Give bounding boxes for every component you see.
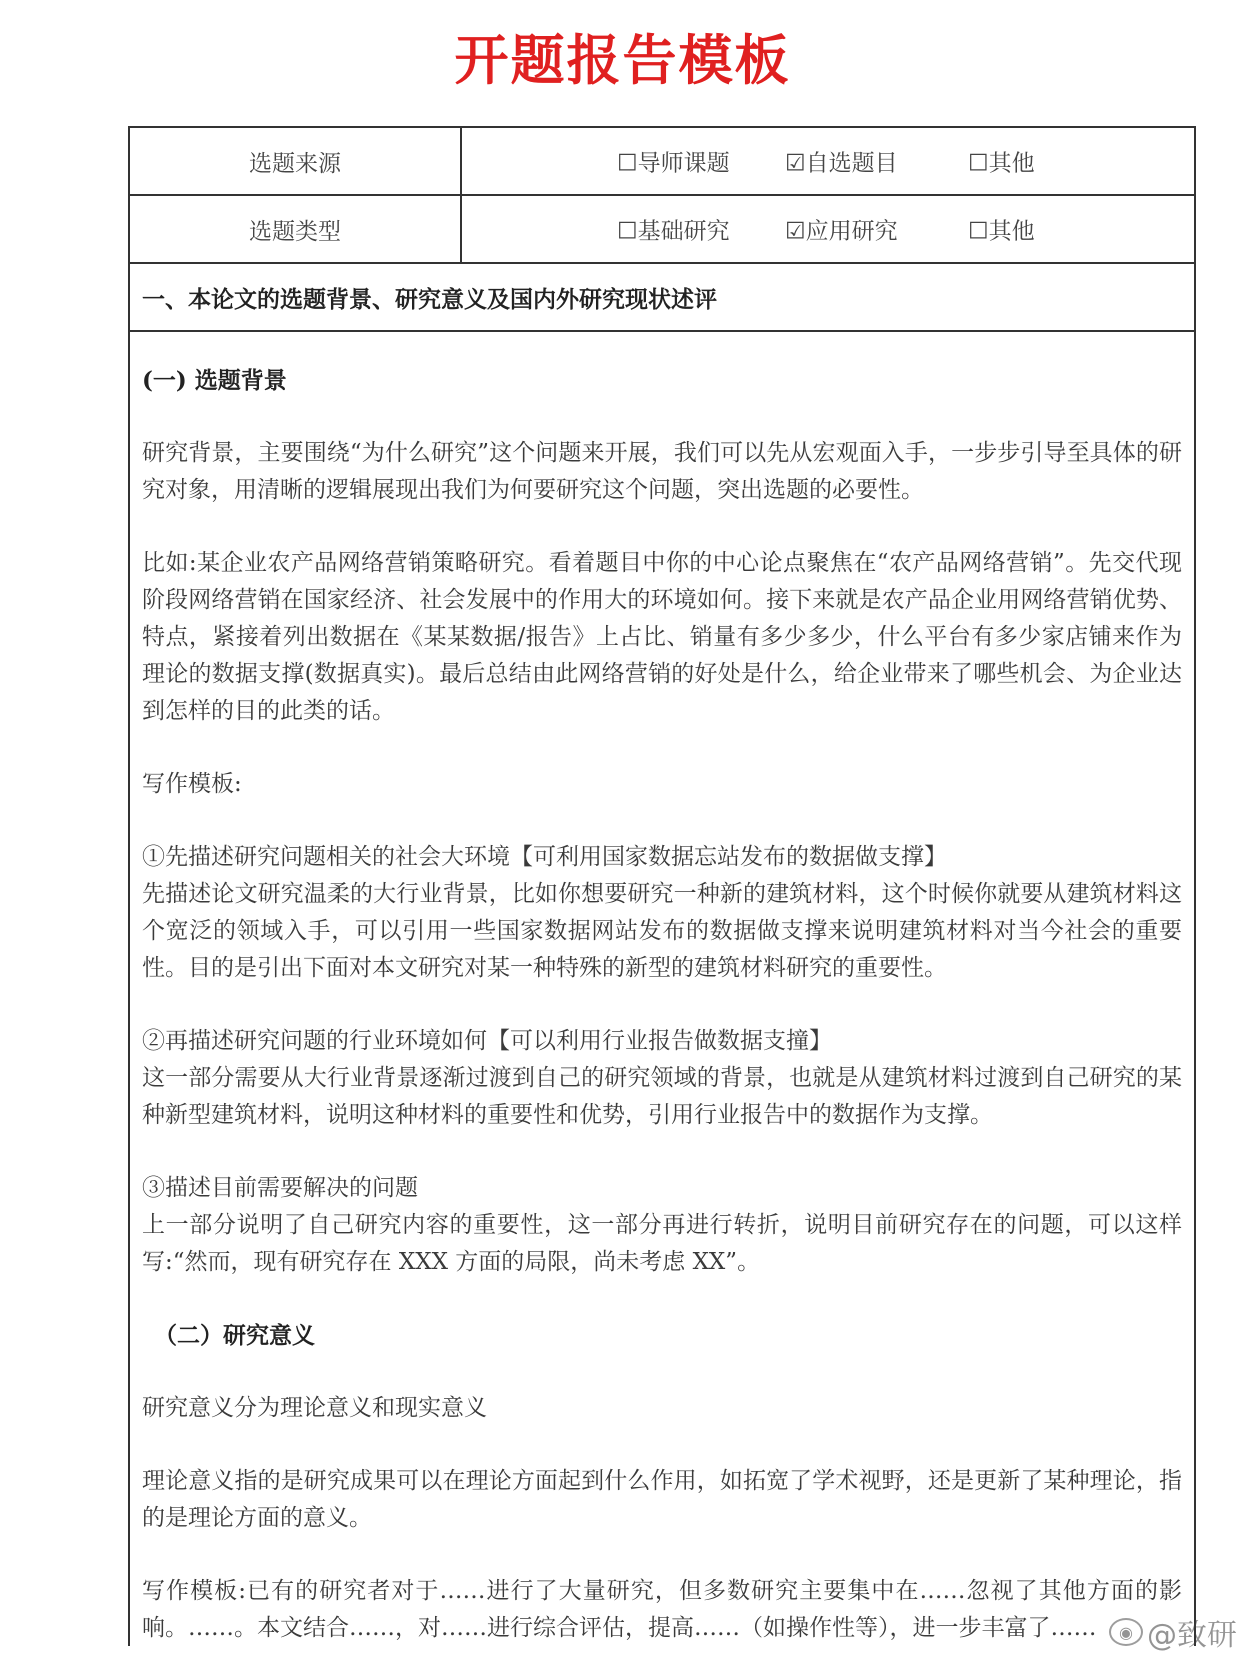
- checkbox-other-source[interactable]: ☐其他: [968, 150, 1035, 177]
- step-2-body: 这一部分需要从大行业背景逐渐过渡到自己的研究领域的背景，也就是从建筑材料过渡到自己研究的某种新型建筑材料，说明这种材料的重要性和优势，引用行业报告中的数据作为支撑。: [142, 1065, 1182, 1128]
- document-title: 开题报告模板: [454, 29, 791, 92]
- paragraph-example: 比如:某企业农产品网络营销策略研究。看着题目中你的中心论点聚焦在“农产品网络营销”。先交代现阶段网络营销在国家经济、社会发展中的作用大的环境如何。接下来就是农产品企业用网络营销优势、特点，紧接着列出数据在《某某数据/报告》上占比、销量有多少多少，什么平台有多少家店铺来作为理论的数据支撑(数据真实)。最后总结由此网络营销的好处是什么，给企业带来了哪些机会、为企业达到怎样的目的此类的话。: [142, 550, 1182, 724]
- options-source: [462, 128, 1194, 194]
- step-2-block: [142, 1023, 1182, 1134]
- step-3-block: [142, 1170, 1182, 1281]
- paragraph-template-label: 写作模板:: [142, 771, 242, 797]
- section-heading: 一、本论文的选题背景、研究意义及国内外研究现状述评: [130, 264, 1194, 332]
- weibo-icon: ◉: [1109, 1618, 1143, 1646]
- row-label-source: 选题来源: [130, 128, 462, 194]
- options-type: [462, 196, 1194, 262]
- table-row-source: [130, 128, 1194, 196]
- watermark-text: @致研: [1147, 1618, 1237, 1653]
- checkbox-basic-research[interactable]: ☐基础研究: [617, 218, 730, 245]
- checkbox-applied-research[interactable]: ☑应用研究: [785, 218, 898, 245]
- checkbox-other-type[interactable]: ☐其他: [968, 218, 1035, 245]
- table-row-type: [130, 196, 1194, 264]
- section-content: [130, 332, 1194, 1646]
- step-3-body: 上一部分说明了自己研究内容的重要性，这一部分再进行转折，说明目前研究存在的问题，可以这样写:“然而，现有研究存在 XXX 方面的局限，尚未考虑 XX”。: [142, 1212, 1182, 1275]
- step-3-title: ③描述目前需要解决的问题: [142, 1175, 418, 1201]
- subheading-background: (一) 选题背景: [142, 367, 287, 394]
- row-label-type: 选题类型: [130, 196, 462, 262]
- step-1-block: [142, 839, 1182, 987]
- paragraph-background-intro: 研究背景，主要围绕“为什么研究”这个问题来开展，我们可以先从宏观面入手，一步步引导至具体的研究对象，用清晰的逻辑展现出我们为何要研究这个问题，突出选题的必要性。: [142, 440, 1182, 503]
- watermark: [1109, 1610, 1237, 1654]
- checkbox-advisor-topic[interactable]: ☐导师课题: [617, 150, 730, 177]
- subheading-significance: （二）研究意义: [154, 1322, 315, 1349]
- step-1-body: 先描述论文研究温柔的大行业背景，比如你想要研究一种新的建筑材料，这个时候你就要从建筑材料这个宽泛的领域入手，可以引用一些国家数据网站发布的数据做支撑来说明建筑材料对当今社会的重要性。目的是引出下面对本文研究对某一种特殊的新型的建筑材料研究的重要性。: [142, 881, 1182, 981]
- checkbox-self-selected[interactable]: ☑自选题目: [785, 150, 898, 177]
- paragraph-writing-template: 写作模板:已有的研究者对于……进行了大量研究，但多数研究主要集中在……忽视了其他方面的影响。……。本文结合……，对……进行综合评估，提高……（如操作性等），进一步丰富了……: [142, 1578, 1182, 1641]
- paragraph-significance-types: 研究意义分为理论意义和现实意义: [142, 1395, 487, 1421]
- step-1-title: ①先描述研究问题相关的社会大环境【可利用国家数据忘站发布的数据做支撑】: [142, 844, 947, 870]
- report-table: [128, 126, 1196, 1646]
- step-2-title: ②再描述研究问题的行业环境如何【可以利用行业报告做数据支撞】: [142, 1028, 832, 1054]
- paragraph-theory-significance: 理论意义指的是研究成果可以在理论方面起到什么作用，如拓宽了学术视野，还是更新了某种理论，指的是理论方面的意义。: [142, 1468, 1182, 1531]
